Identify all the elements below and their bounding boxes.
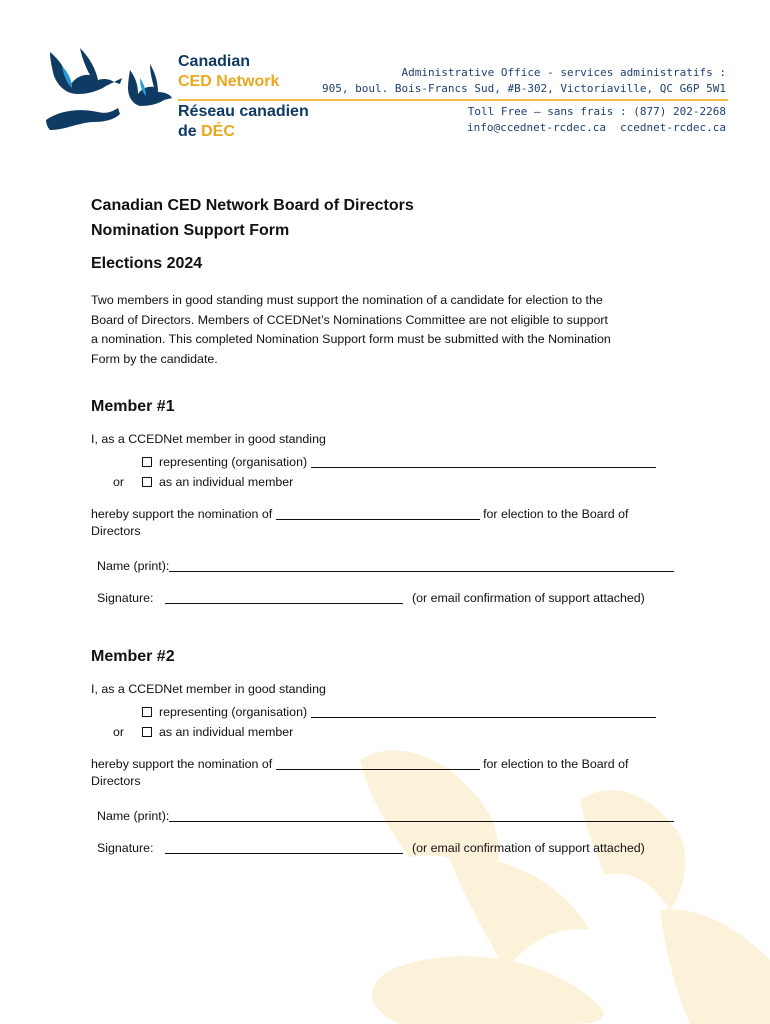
title-line-2: Nomination Support Form xyxy=(91,222,290,239)
ccednet-geese-logo-icon xyxy=(40,44,175,136)
org-name-fr-line2 xyxy=(178,122,309,142)
organisation-field[interactable] xyxy=(311,705,656,718)
support-suffix: for election to the Board of xyxy=(483,507,629,521)
support-prefix: hereby support the nomination of xyxy=(91,757,273,771)
intro-paragraph xyxy=(91,291,691,369)
name-print-row xyxy=(97,558,674,575)
contact-block xyxy=(467,104,726,136)
organisation-field[interactable] xyxy=(311,455,656,468)
signature-note: (or email confirmation of support attached) xyxy=(412,841,645,855)
intro-line: Form by the candidate. xyxy=(91,351,218,366)
support-prefix: hereby support the nomination of xyxy=(91,507,273,521)
member-statement: I, as a CCEDNet member in good standing xyxy=(91,432,326,446)
signature-field[interactable] xyxy=(165,841,403,854)
option-individual xyxy=(142,724,293,741)
organisation-checkbox[interactable] xyxy=(142,457,152,467)
member-heading: Member #2 xyxy=(91,648,175,665)
signature-label: Signature: xyxy=(97,841,154,855)
name-print-row xyxy=(97,808,674,825)
member-heading: Member #1 xyxy=(91,398,175,415)
individual-checkbox[interactable] xyxy=(142,727,152,737)
or-label: or xyxy=(113,725,125,739)
name-print-field[interactable] xyxy=(169,809,674,822)
intro-line: Board of Directors. Members of CCEDNet’s Nominations Committee are not eligible to support xyxy=(91,312,608,327)
option-organisation xyxy=(142,704,656,721)
member-statement: I, as a CCEDNet member in good standing xyxy=(91,682,326,696)
option-individual xyxy=(142,474,293,491)
organisation-checkbox[interactable] xyxy=(142,707,152,717)
name-print-field[interactable] xyxy=(169,559,674,572)
org-name-fr-prefix: de xyxy=(178,123,202,140)
title-line-1: Canadian CED Network Board of Directors xyxy=(91,197,414,214)
org-name xyxy=(178,52,309,142)
option-individual-label: as an individual member xyxy=(159,725,294,739)
org-name-fr-line1: Réseau canadien xyxy=(178,103,309,120)
member-2-section xyxy=(0,648,770,888)
or-label: or xyxy=(113,475,125,489)
signature-label: Signature: xyxy=(97,591,154,605)
office-address: 905, boul. Bois-Francs Sud, #B-302, Victoriaville, QC G6P 5W1 xyxy=(322,82,726,95)
signature-row xyxy=(165,590,403,607)
org-name-fr-accent: DÉC xyxy=(201,123,235,140)
org-name-en-line2: CED Network xyxy=(178,73,280,90)
page-title xyxy=(91,193,414,243)
individual-checkbox[interactable] xyxy=(142,477,152,487)
support-statement-line2: Directors xyxy=(91,774,141,788)
signature-field[interactable] xyxy=(165,591,403,604)
org-name-en-line1: Canadian xyxy=(178,53,251,70)
office-label: Administrative Office - services administratifs : xyxy=(401,66,726,79)
website-link[interactable]: ccednet-rcdec.ca xyxy=(620,121,726,134)
signature-note: (or email confirmation of support attached) xyxy=(412,591,645,605)
support-statement xyxy=(91,506,628,523)
option-organisation xyxy=(142,454,656,471)
header-divider xyxy=(178,99,728,101)
support-suffix: for election to the Board of xyxy=(483,757,629,771)
email-link[interactable]: info@ccednet-rcdec.ca xyxy=(466,121,607,134)
intro-line: Two members in good standing must support the nomination of a candidate for election to the xyxy=(91,293,603,307)
intro-line: a nomination. This completed Nomination Support form must be submitted with the Nomination xyxy=(91,332,611,346)
candidate-name-field[interactable] xyxy=(276,757,480,770)
office-address-block xyxy=(322,65,726,97)
support-statement xyxy=(91,756,628,773)
candidate-name-field[interactable] xyxy=(276,507,480,520)
member-1-section xyxy=(0,398,770,638)
option-individual-label: as an individual member xyxy=(159,475,294,489)
elections-heading: Elections 2024 xyxy=(91,255,203,272)
name-print-label: Name (print): xyxy=(97,559,170,573)
name-print-label: Name (print): xyxy=(97,809,170,823)
toll-free: Toll Free – sans frais : (877) 202-2268 xyxy=(467,105,726,118)
support-statement-line2: Directors xyxy=(91,524,141,538)
option-organisation-label: representing (organisation) xyxy=(159,705,308,719)
contact-links xyxy=(467,120,726,136)
signature-row xyxy=(165,840,403,857)
option-organisation-label: representing (organisation) xyxy=(159,455,308,469)
